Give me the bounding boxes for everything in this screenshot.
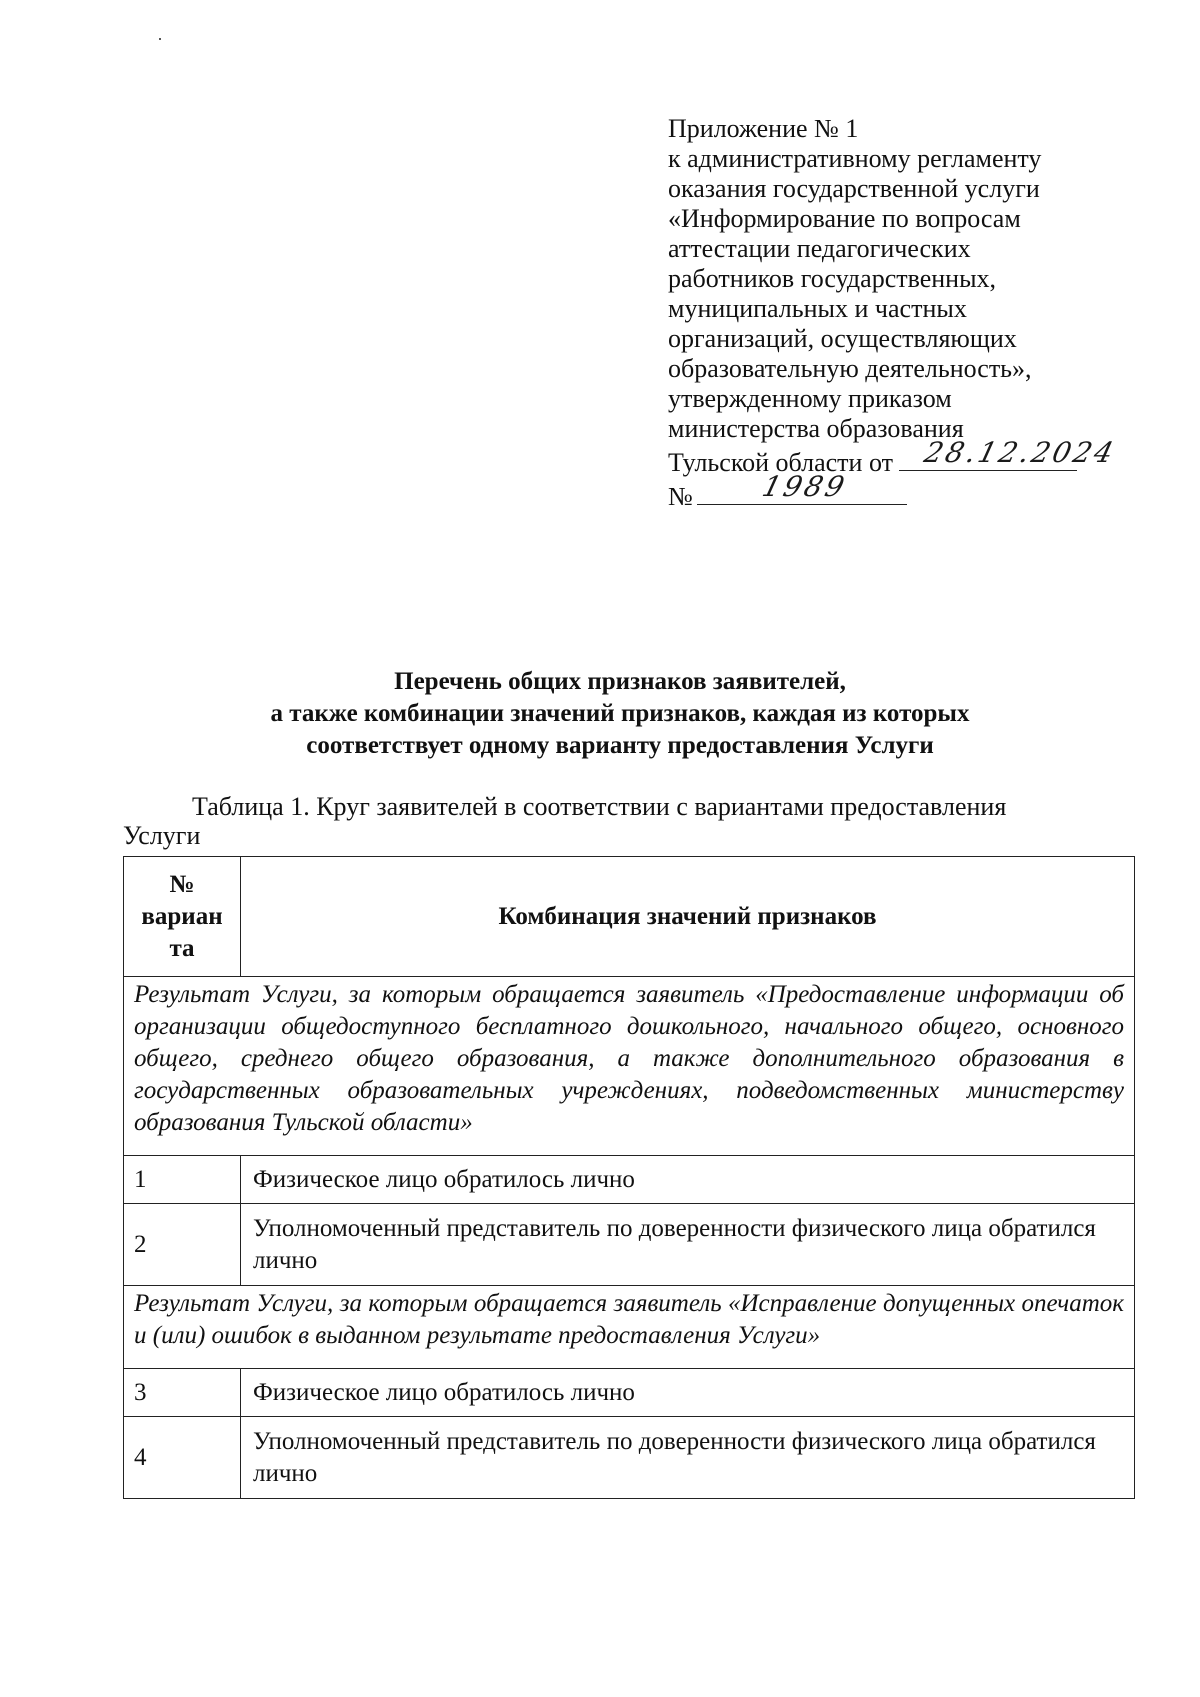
- date-prefix: Тульской области от: [668, 448, 893, 477]
- table-header-row: [124, 857, 1135, 977]
- document-title: [120, 666, 1120, 762]
- header-num-part: вариан: [141, 902, 223, 930]
- appendix-line: образовательную деятельность»,: [668, 354, 1032, 383]
- appendix-line: министерства образования: [668, 414, 964, 443]
- variant-description: Уполномоченный представитель по доверенности физического лица обратился лично: [241, 1417, 1135, 1499]
- appendix-date-line: [668, 436, 1120, 478]
- header-num-part: №: [169, 870, 195, 898]
- group-result-row: [124, 977, 1135, 1156]
- table-row: [124, 1417, 1135, 1499]
- group-result-row: [124, 1286, 1135, 1369]
- handwritten-number: 1989: [758, 470, 851, 503]
- appendix-line: организаций, осуществляющих: [668, 324, 1017, 353]
- scan-speck: [159, 38, 161, 40]
- group-result-text: Результат Услуги, за которым обращается заявитель «Предоставление информации об организации общедоступного бесплатного дошкольного, начального общего, основного общего, среднего общего образования, а также дополнительного образования в государственных образовательных учреждениях, подведомственных министерству образования Тульской области»: [124, 977, 1135, 1156]
- variant-number: 4: [124, 1417, 241, 1499]
- appendix-line: аттестации педагогических: [668, 234, 971, 263]
- table-caption: [123, 792, 1103, 850]
- header-combination: Комбинация значений признаков: [241, 857, 1135, 977]
- title-line: соответствует одному варианту предоставления Услуги: [306, 732, 934, 759]
- table-row: [124, 1204, 1135, 1286]
- caption-line: Услуги: [123, 821, 201, 850]
- appendix-line: оказания государственной услуги: [668, 174, 1040, 203]
- caption-line: Таблица 1. Круг заявителей в соответствии с вариантами предоставления: [192, 792, 1007, 821]
- variant-description: Уполномоченный представитель по доверенности физического лица обратился лично: [241, 1204, 1135, 1286]
- variant-description: Физическое лицо обратилось лично: [241, 1156, 1135, 1204]
- title-line: а также комбинации значений признаков, каждая из которых: [270, 700, 970, 727]
- number-prefix: №: [668, 482, 693, 511]
- appendix-line: муниципальных и частных: [668, 294, 967, 323]
- variant-description: Физическое лицо обратилось лично: [241, 1369, 1135, 1417]
- header-variant-number: [124, 857, 241, 977]
- number-blank: [697, 470, 907, 505]
- variants-table: [123, 856, 1135, 1499]
- appendix-number-line: [668, 470, 1098, 512]
- variant-number: 3: [124, 1369, 241, 1417]
- appendix-line: Приложение № 1: [668, 114, 859, 143]
- group-result-text: Результат Услуги, за которым обращается заявитель «Исправление допущенных опечаток и (или) ошибок в выданном результате предоставления Услуги»: [124, 1286, 1135, 1369]
- date-blank: [899, 436, 1120, 471]
- table-row: [124, 1369, 1135, 1417]
- appendix-line: к административному регламенту: [668, 144, 1042, 173]
- header-num-part: та: [169, 934, 195, 962]
- appendix-line: «Информирование по вопросам: [668, 204, 1021, 233]
- table-row: [124, 1156, 1135, 1204]
- appendix-block: [668, 114, 1120, 512]
- handwritten-date: 28.12.2024: [920, 436, 1120, 469]
- appendix-line: работников государственных,: [668, 264, 997, 293]
- appendix-line: утвержденному приказом: [668, 384, 952, 413]
- variant-number: 1: [124, 1156, 241, 1204]
- variant-number: 2: [124, 1204, 241, 1286]
- title-line: Перечень общих признаков заявителей,: [394, 668, 846, 695]
